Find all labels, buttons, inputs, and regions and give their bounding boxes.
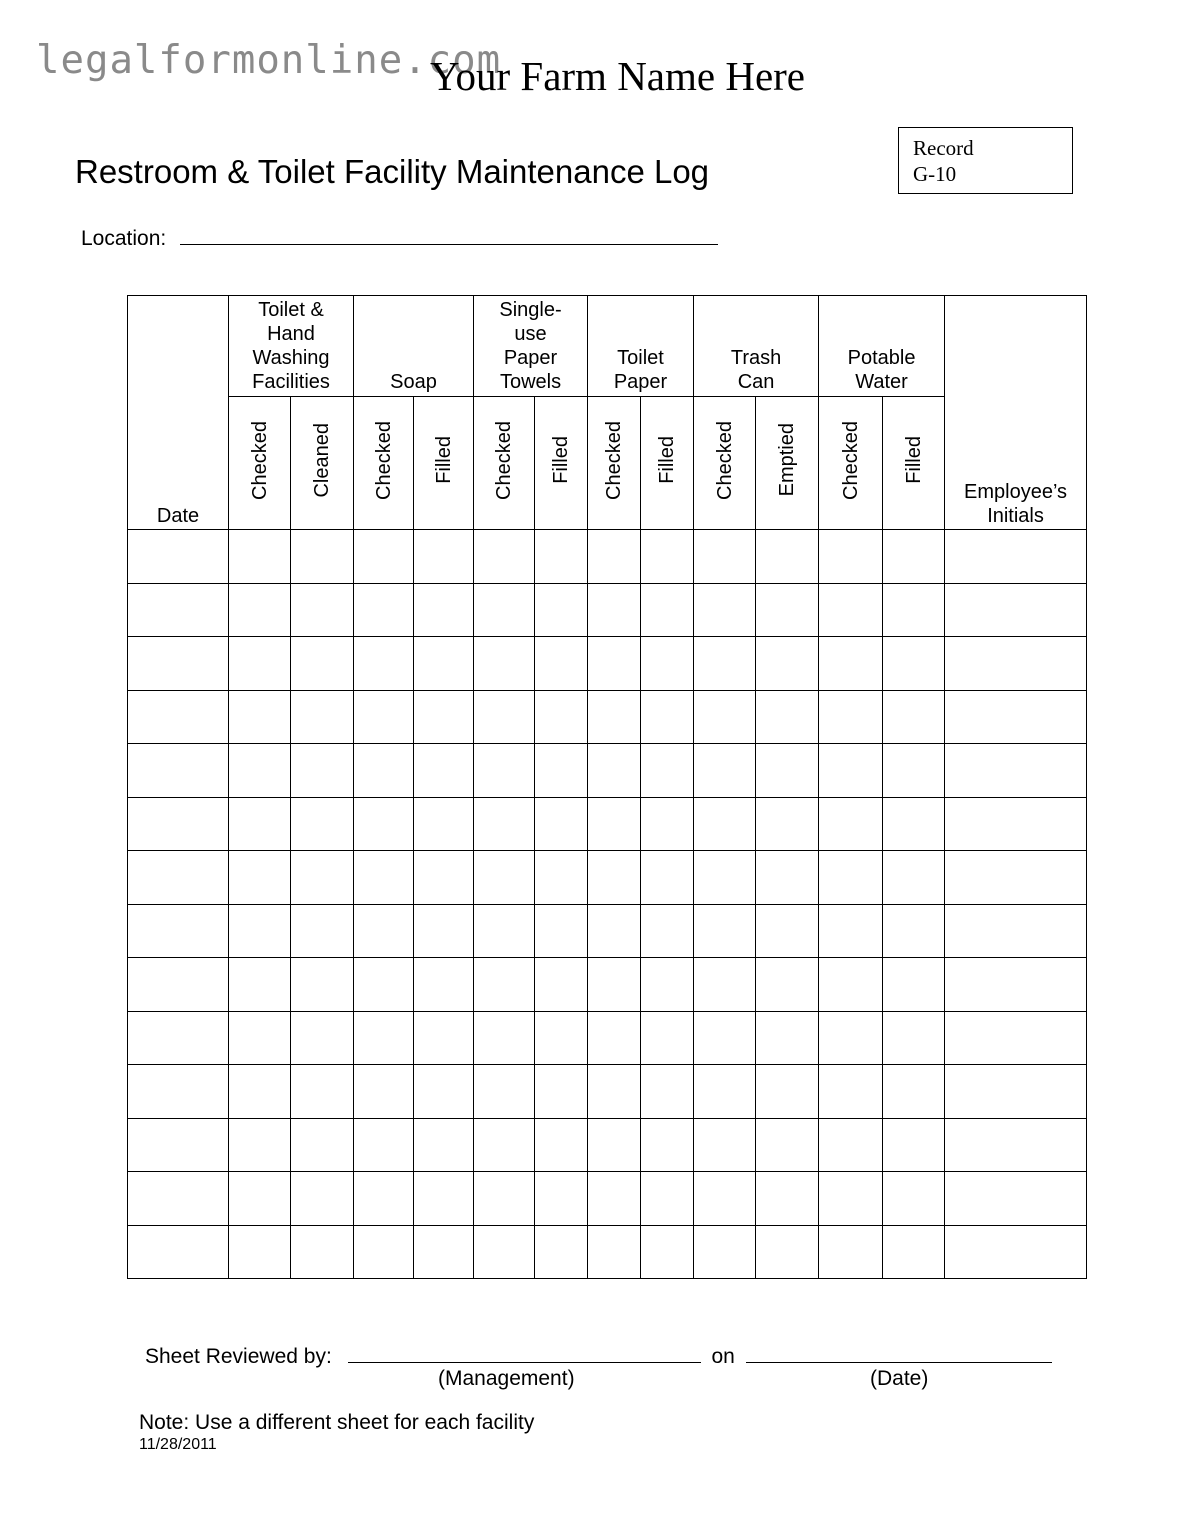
table-row	[128, 797, 1087, 851]
check-cell[interactable]	[291, 583, 354, 637]
check-cell[interactable]	[588, 851, 641, 905]
check-cell[interactable]	[819, 744, 883, 798]
date-cell[interactable]	[128, 744, 229, 798]
sub-header	[819, 397, 883, 530]
check-cell[interactable]	[535, 1225, 588, 1279]
initials-cell[interactable]	[945, 904, 1087, 958]
check-cell[interactable]	[474, 690, 535, 744]
check-cell[interactable]	[229, 690, 291, 744]
check-cell[interactable]	[883, 958, 945, 1012]
group-label-line: Washing	[252, 347, 330, 369]
sub-header-label: Checked	[248, 420, 271, 500]
check-cell[interactable]	[641, 583, 694, 637]
check-cell[interactable]	[535, 1172, 588, 1226]
sub-header	[641, 397, 694, 530]
check-cell[interactable]	[819, 958, 883, 1012]
check-cell[interactable]	[819, 530, 883, 584]
maintenance-log-table	[127, 295, 1087, 1279]
sub-header	[414, 397, 474, 530]
check-cell[interactable]	[588, 797, 641, 851]
check-cell[interactable]	[474, 797, 535, 851]
check-cell[interactable]	[641, 690, 694, 744]
location-blank[interactable]	[180, 224, 718, 245]
check-cell[interactable]	[819, 797, 883, 851]
check-cell[interactable]	[694, 904, 756, 958]
check-cell[interactable]	[819, 1118, 883, 1172]
check-cell[interactable]	[588, 1065, 641, 1119]
check-cell[interactable]	[229, 530, 291, 584]
sub-header	[474, 397, 535, 530]
group-label-line: Soap	[390, 371, 437, 393]
initials-cell[interactable]	[945, 583, 1087, 637]
check-cell[interactable]	[883, 1172, 945, 1226]
check-cell[interactable]	[588, 904, 641, 958]
sub-header	[694, 397, 756, 530]
table-row	[128, 744, 1087, 798]
group-label-line: Towels	[499, 371, 562, 393]
check-cell[interactable]	[229, 637, 291, 691]
check-cell[interactable]	[474, 1065, 535, 1119]
check-cell[interactable]	[291, 637, 354, 691]
check-cell[interactable]	[588, 1225, 641, 1279]
check-cell[interactable]	[694, 637, 756, 691]
sub-header-label: Cleaned	[311, 422, 333, 498]
location-field[interactable]	[81, 224, 718, 251]
initials-cell[interactable]	[945, 1118, 1087, 1172]
group-label-line: Water	[855, 371, 908, 393]
check-cell[interactable]	[414, 637, 474, 691]
sub-header-label: Filled	[432, 436, 455, 484]
check-cell[interactable]	[414, 1065, 474, 1119]
check-cell[interactable]	[354, 797, 414, 851]
check-cell[interactable]	[474, 1118, 535, 1172]
sub-header	[588, 397, 641, 530]
check-cell[interactable]	[883, 797, 945, 851]
check-cell[interactable]	[535, 797, 588, 851]
group-header	[229, 296, 354, 397]
check-cell[interactable]	[694, 1011, 756, 1065]
check-cell[interactable]	[641, 1225, 694, 1279]
initials-cell[interactable]	[945, 690, 1087, 744]
sub-header	[291, 397, 354, 530]
group-label-line: Trash	[730, 347, 782, 369]
table-row	[128, 1225, 1087, 1279]
check-cell[interactable]	[883, 904, 945, 958]
check-cell[interactable]	[694, 583, 756, 637]
group-label-line: Toilet &	[258, 299, 324, 321]
record-number: G-10	[913, 162, 957, 186]
check-cell[interactable]	[694, 1118, 756, 1172]
date-cell[interactable]	[128, 958, 229, 1012]
check-cell[interactable]	[354, 690, 414, 744]
check-cell[interactable]	[588, 690, 641, 744]
check-cell[interactable]	[535, 904, 588, 958]
watermark: legalformonline.com	[36, 38, 502, 83]
log-body	[128, 530, 1087, 1279]
initials-cell[interactable]	[945, 958, 1087, 1012]
initials-cell[interactable]	[945, 744, 1087, 798]
initials-cell[interactable]	[945, 797, 1087, 851]
check-cell[interactable]	[414, 744, 474, 798]
initials-cell[interactable]	[945, 1172, 1087, 1226]
record-label: Record	[913, 136, 974, 160]
check-cell[interactable]	[229, 904, 291, 958]
check-cell[interactable]	[588, 1172, 641, 1226]
date-cell[interactable]	[128, 637, 229, 691]
check-cell[interactable]	[291, 851, 354, 905]
initials-cell[interactable]	[945, 1011, 1087, 1065]
initials-cell[interactable]	[945, 851, 1087, 905]
review-date-blank[interactable]	[746, 1342, 1052, 1363]
table-row	[128, 904, 1087, 958]
check-cell[interactable]	[354, 1225, 414, 1279]
check-cell[interactable]	[883, 637, 945, 691]
sub-header-label: Checked	[493, 420, 516, 500]
check-cell[interactable]	[291, 530, 354, 584]
check-cell[interactable]	[883, 690, 945, 744]
check-cell[interactable]	[883, 530, 945, 584]
check-cell[interactable]	[474, 851, 535, 905]
sub-header-label: Filled	[902, 436, 925, 484]
initials-cell[interactable]	[945, 1225, 1087, 1279]
group-header-row	[128, 296, 1087, 397]
check-cell[interactable]	[641, 851, 694, 905]
farm-name: Your Farm Name Here	[430, 53, 806, 99]
check-cell[interactable]	[641, 797, 694, 851]
date-cell[interactable]	[128, 1172, 229, 1226]
group-label-line: Can	[737, 371, 775, 393]
table-row	[128, 530, 1087, 584]
check-cell[interactable]	[641, 744, 694, 798]
date-cell[interactable]	[128, 1225, 229, 1279]
check-cell[interactable]	[229, 958, 291, 1012]
sub-header-row	[128, 397, 1087, 530]
check-cell[interactable]	[229, 1065, 291, 1119]
sub-header	[229, 397, 291, 530]
sub-header-label: Filled	[550, 436, 573, 484]
check-cell[interactable]	[354, 1065, 414, 1119]
table-row	[128, 637, 1087, 691]
check-cell[interactable]	[414, 583, 474, 637]
check-cell[interactable]	[354, 637, 414, 691]
date-cell[interactable]	[128, 690, 229, 744]
check-cell[interactable]	[588, 1011, 641, 1065]
check-cell[interactable]	[756, 1172, 819, 1226]
check-cell[interactable]	[535, 958, 588, 1012]
check-cell[interactable]	[819, 851, 883, 905]
check-cell[interactable]	[229, 1118, 291, 1172]
check-cell[interactable]	[414, 690, 474, 744]
check-cell[interactable]	[819, 637, 883, 691]
check-cell[interactable]	[535, 851, 588, 905]
check-cell[interactable]	[883, 583, 945, 637]
check-cell[interactable]	[291, 797, 354, 851]
check-cell[interactable]	[535, 1065, 588, 1119]
check-cell[interactable]	[588, 1118, 641, 1172]
sub-header-label: Filled	[656, 436, 679, 484]
sub-header	[354, 397, 414, 530]
group-header	[354, 296, 474, 397]
check-cell[interactable]	[883, 1065, 945, 1119]
check-cell[interactable]	[229, 1011, 291, 1065]
check-cell[interactable]	[414, 1172, 474, 1226]
check-cell[interactable]	[354, 583, 414, 637]
check-cell[interactable]	[229, 583, 291, 637]
check-cell[interactable]	[229, 1225, 291, 1279]
check-cell[interactable]	[694, 530, 756, 584]
check-cell[interactable]	[414, 797, 474, 851]
check-cell[interactable]	[756, 1225, 819, 1279]
date-cell[interactable]	[128, 530, 229, 584]
check-cell[interactable]	[641, 904, 694, 958]
check-cell[interactable]	[474, 637, 535, 691]
sub-header	[883, 397, 945, 530]
check-cell[interactable]	[354, 1172, 414, 1226]
check-cell[interactable]	[641, 637, 694, 691]
initials-cell[interactable]	[945, 530, 1087, 584]
check-cell[interactable]	[641, 1011, 694, 1065]
date-cell[interactable]	[128, 583, 229, 637]
check-cell[interactable]	[535, 1118, 588, 1172]
management-caption: (Management)	[438, 1367, 575, 1390]
check-cell[interactable]	[414, 958, 474, 1012]
initials-header	[945, 296, 1087, 530]
check-cell[interactable]	[883, 1011, 945, 1065]
facility-note: Note: Use a different sheet for each facility	[139, 1411, 535, 1434]
table-row	[128, 1172, 1087, 1226]
check-cell[interactable]	[229, 797, 291, 851]
initials-cell[interactable]	[945, 1065, 1087, 1119]
check-cell[interactable]	[756, 690, 819, 744]
date-cell[interactable]	[128, 797, 229, 851]
check-cell[interactable]	[474, 530, 535, 584]
check-cell[interactable]	[694, 1172, 756, 1226]
check-cell[interactable]	[291, 690, 354, 744]
check-cell[interactable]	[474, 904, 535, 958]
check-cell[interactable]	[819, 1011, 883, 1065]
initials-header-line: Initials	[987, 505, 1044, 527]
check-cell[interactable]	[641, 958, 694, 1012]
date-cell[interactable]	[128, 1118, 229, 1172]
check-cell[interactable]	[588, 583, 641, 637]
sub-header	[535, 397, 588, 530]
group-header	[694, 296, 819, 397]
date-cell[interactable]	[128, 1065, 229, 1119]
check-cell[interactable]	[229, 744, 291, 798]
date-cell[interactable]	[128, 904, 229, 958]
check-cell[interactable]	[535, 690, 588, 744]
on-label: on	[711, 1345, 735, 1368]
check-cell[interactable]	[694, 797, 756, 851]
check-cell[interactable]	[414, 904, 474, 958]
group-header	[819, 296, 945, 397]
group-header	[474, 296, 588, 397]
table-row	[128, 1118, 1087, 1172]
check-cell[interactable]	[588, 744, 641, 798]
check-cell[interactable]	[756, 530, 819, 584]
check-cell[interactable]	[883, 1225, 945, 1279]
check-cell[interactable]	[819, 583, 883, 637]
check-cell[interactable]	[414, 1011, 474, 1065]
check-cell[interactable]	[535, 744, 588, 798]
check-cell[interactable]	[474, 744, 535, 798]
check-cell[interactable]	[291, 1118, 354, 1172]
sub-header-label: Checked	[372, 420, 395, 500]
check-cell[interactable]	[819, 1225, 883, 1279]
sub-header-label: Checked	[603, 420, 626, 500]
check-cell[interactable]	[641, 1118, 694, 1172]
table-row	[128, 1011, 1087, 1065]
check-cell[interactable]	[354, 958, 414, 1012]
group-label-line: Potable	[847, 347, 916, 369]
check-cell[interactable]	[756, 1011, 819, 1065]
check-cell[interactable]	[354, 1118, 414, 1172]
check-cell[interactable]	[414, 1225, 474, 1279]
check-cell[interactable]	[414, 1118, 474, 1172]
check-cell[interactable]	[694, 690, 756, 744]
check-cell[interactable]	[291, 1172, 354, 1226]
date-header: Date	[128, 296, 229, 530]
check-cell[interactable]	[694, 851, 756, 905]
check-cell[interactable]	[354, 1011, 414, 1065]
check-cell[interactable]	[756, 744, 819, 798]
check-cell[interactable]	[756, 851, 819, 905]
check-cell[interactable]	[535, 1011, 588, 1065]
check-cell[interactable]	[229, 851, 291, 905]
check-cell[interactable]	[756, 1118, 819, 1172]
check-cell[interactable]	[291, 744, 354, 798]
check-cell[interactable]	[641, 1065, 694, 1119]
check-cell[interactable]	[291, 904, 354, 958]
check-cell[interactable]	[535, 637, 588, 691]
group-label-line: Hand	[267, 323, 315, 345]
check-cell[interactable]	[354, 851, 414, 905]
check-cell[interactable]	[535, 583, 588, 637]
location-label: Location:	[81, 227, 167, 250]
check-cell[interactable]	[354, 530, 414, 584]
check-cell[interactable]	[641, 530, 694, 584]
check-cell[interactable]	[474, 1225, 535, 1279]
check-cell[interactable]	[474, 958, 535, 1012]
table-row	[128, 851, 1087, 905]
check-cell[interactable]	[354, 744, 414, 798]
check-cell[interactable]	[291, 1065, 354, 1119]
group-label-line: use	[514, 323, 547, 345]
check-cell[interactable]	[819, 1065, 883, 1119]
check-cell[interactable]	[756, 904, 819, 958]
record-box	[898, 127, 1073, 194]
check-cell[interactable]	[588, 530, 641, 584]
check-cell[interactable]	[756, 1065, 819, 1119]
check-cell[interactable]	[354, 904, 414, 958]
check-cell[interactable]	[883, 1118, 945, 1172]
check-cell[interactable]	[819, 1172, 883, 1226]
check-cell[interactable]	[291, 1011, 354, 1065]
check-cell[interactable]	[641, 1172, 694, 1226]
check-cell[interactable]	[819, 690, 883, 744]
check-cell[interactable]	[414, 851, 474, 905]
group-header	[588, 296, 694, 397]
check-cell[interactable]	[694, 1065, 756, 1119]
check-cell[interactable]	[694, 958, 756, 1012]
group-label-line: Paper	[613, 371, 668, 393]
check-cell[interactable]	[756, 958, 819, 1012]
check-cell[interactable]	[819, 904, 883, 958]
date-cell[interactable]	[128, 851, 229, 905]
check-cell[interactable]	[694, 1225, 756, 1279]
check-cell[interactable]	[291, 958, 354, 1012]
table-row	[128, 690, 1087, 744]
group-label-line: Paper	[503, 347, 558, 369]
page-title: Restroom & Toilet Facility Maintenance Log	[75, 153, 710, 190]
check-cell[interactable]	[756, 637, 819, 691]
revision-date: 11/28/2011	[139, 1436, 217, 1453]
check-cell[interactable]	[535, 530, 588, 584]
initials-cell[interactable]	[945, 637, 1087, 691]
table-row	[128, 958, 1087, 1012]
table-row	[128, 583, 1087, 637]
check-cell[interactable]	[588, 958, 641, 1012]
check-cell[interactable]	[694, 744, 756, 798]
sub-header-label: Emptied	[776, 423, 799, 497]
check-cell[interactable]	[756, 583, 819, 637]
management-signature-blank[interactable]	[348, 1342, 701, 1363]
check-cell[interactable]	[588, 637, 641, 691]
group-label-line: Single-	[499, 299, 562, 321]
group-label-line: Facilities	[252, 371, 330, 393]
check-cell[interactable]	[229, 1172, 291, 1226]
check-cell[interactable]	[756, 797, 819, 851]
date-cell[interactable]	[128, 1011, 229, 1065]
check-cell[interactable]	[883, 851, 945, 905]
sub-header	[756, 397, 819, 530]
sub-header-label: Checked	[713, 420, 736, 500]
table-row	[128, 1065, 1087, 1119]
check-cell[interactable]	[474, 1011, 535, 1065]
sub-header-label: Checked	[839, 420, 862, 500]
review-line	[145, 1342, 1052, 1369]
initials-header-line: Employee’s	[964, 481, 1068, 503]
group-label-line: Toilet	[617, 347, 664, 369]
reviewed-by-label: Sheet Reviewed by:	[145, 1345, 332, 1368]
check-cell[interactable]	[474, 583, 535, 637]
check-cell[interactable]	[291, 1225, 354, 1279]
check-cell[interactable]	[414, 530, 474, 584]
check-cell[interactable]	[883, 744, 945, 798]
date-caption: (Date)	[870, 1367, 929, 1390]
check-cell[interactable]	[474, 1172, 535, 1226]
